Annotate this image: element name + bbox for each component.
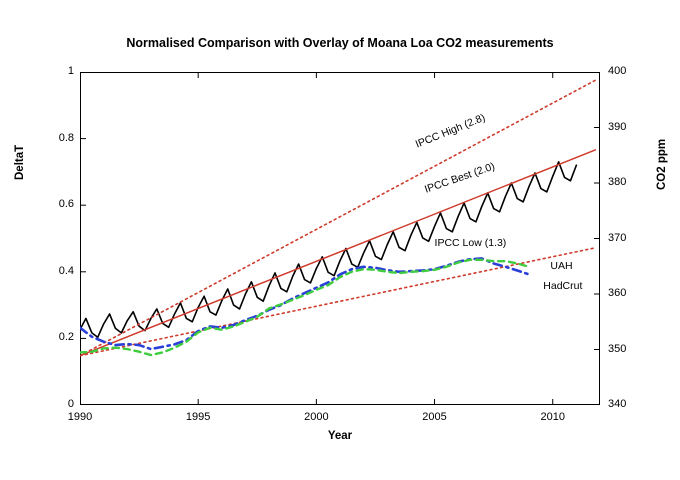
series-line [80, 80, 595, 355]
series-line [80, 150, 595, 356]
secondary-y-tick-label: 380 [608, 176, 627, 188]
secondary-y-tick-label: 400 [608, 65, 627, 77]
x-tick-label: 1995 [185, 411, 211, 423]
secondary-y-axis-label: CO2 ppm [656, 138, 668, 190]
series-line [80, 248, 595, 356]
series-line [80, 260, 529, 355]
series-line [80, 258, 529, 349]
x-tick-label: 2010 [540, 411, 565, 423]
series-annotation: UAH [550, 260, 573, 273]
secondary-y-tick-label: 340 [608, 398, 627, 410]
plot-area [80, 72, 600, 405]
y-tick-label: 0.2 [58, 331, 74, 344]
secondary-y-tick-label: 350 [608, 342, 627, 355]
y-tick-label: 0.4 [58, 264, 74, 277]
series-annotation: IPCC Best (2.0) [423, 159, 497, 196]
series-line [80, 159, 576, 337]
series-annotation: HadCrut [543, 280, 583, 293]
x-axis-label: Year [327, 430, 353, 442]
secondary-y-tick-label: 390 [608, 120, 627, 133]
chart-title: Normalised Comparison with Overlay of Moana Loa CO2 measurements [126, 36, 554, 50]
y-axis-label: DeltaT [14, 144, 26, 180]
secondary-y-tick-label: 360 [608, 287, 627, 299]
plot-svg [80, 72, 600, 405]
y-tick-label: 0.8 [58, 131, 74, 144]
series-annotation: IPCC Low (1.3) [434, 236, 507, 249]
series-annotation: IPCC High (2.8) [413, 111, 487, 151]
y-tick-label: 0.6 [58, 198, 74, 211]
secondary-y-tick-label: 370 [608, 231, 627, 244]
x-tick-label: 2005 [422, 411, 447, 423]
x-tick-label: 2000 [304, 411, 329, 423]
y-tick-label: 1 [67, 65, 74, 77]
x-tick-label: 1990 [67, 411, 93, 423]
y-tick-label: 0 [67, 398, 74, 410]
